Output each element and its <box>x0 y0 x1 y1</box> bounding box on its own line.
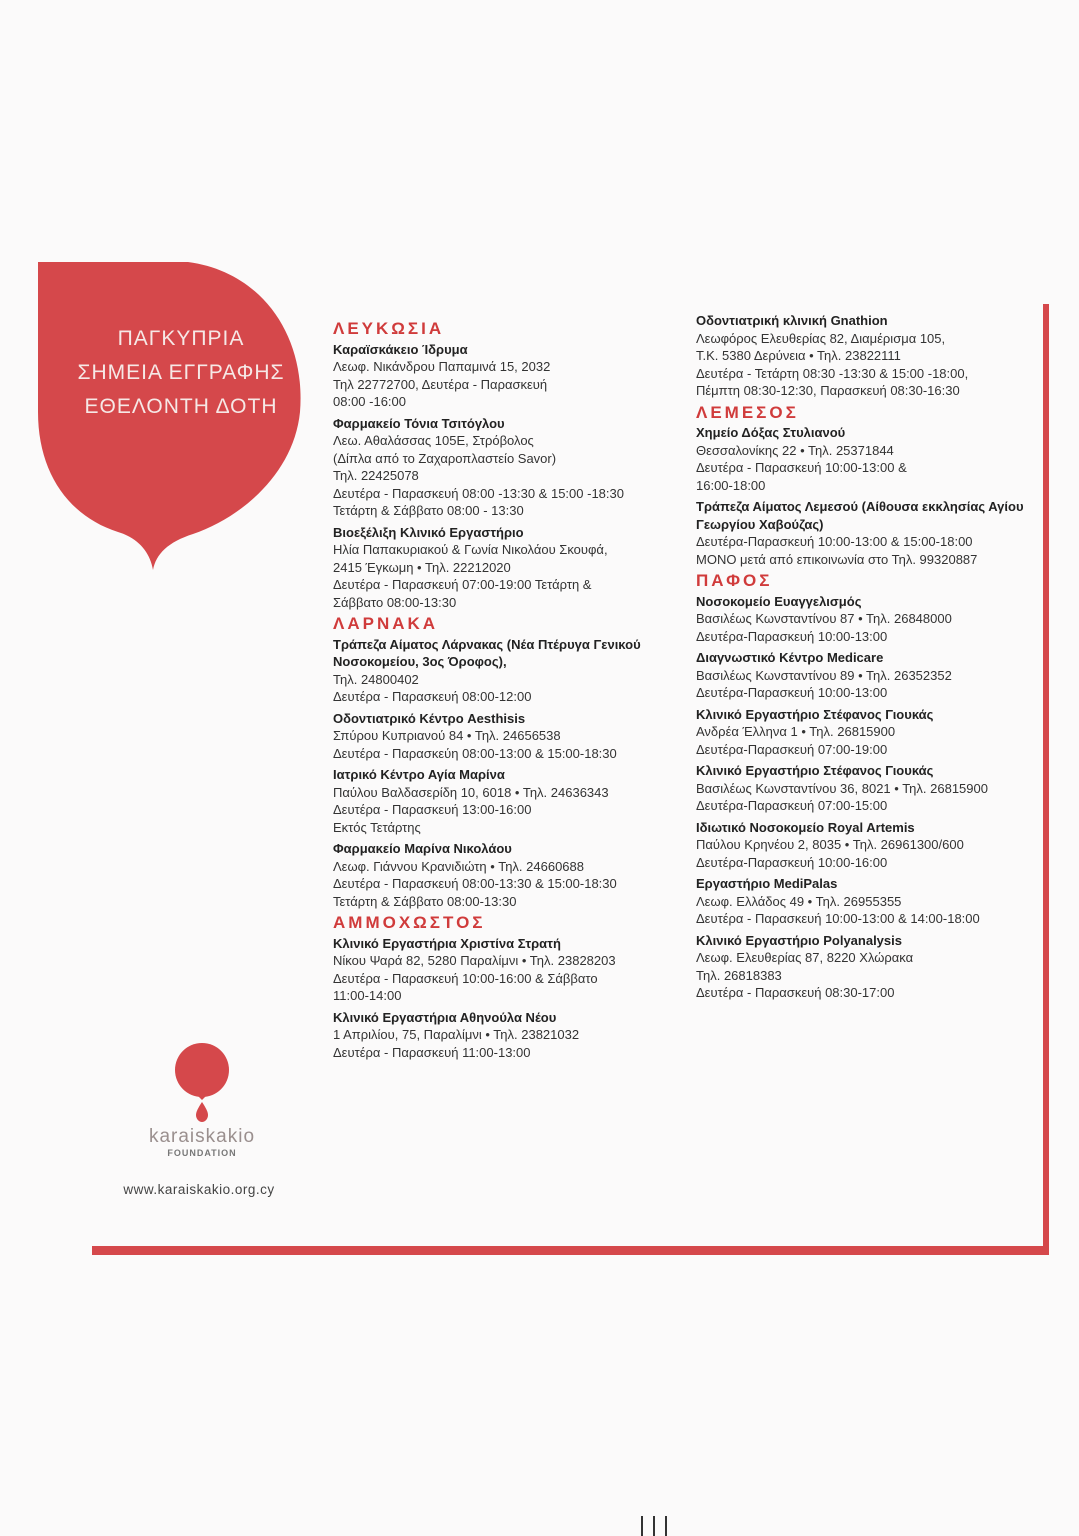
entry-line: Δευτέρα - Παρασκευή 10:00-13:00 & <box>696 460 907 475</box>
entry-line: Τετάρτη & Σάββατο 08:00 - 13:30 <box>333 503 524 518</box>
entry-line: Δευτέρα - Παρασκευή 08:00-13:30 & 15:00-18:30 <box>333 876 617 891</box>
entry-name: Κλινικό Εργαστήριο Polyanalysis <box>696 932 902 948</box>
frame-border-bottom <box>92 1246 1049 1255</box>
entry-line: Τ.Κ. 5380 Δερύνεια • Τηλ. 23822111 <box>696 348 901 363</box>
list-item <box>333 935 673 1005</box>
region-heading-limassol: ΛΕΜΕΣΟΣ <box>696 402 799 422</box>
entry-line: 2415 Έγκωμη • Τηλ. 22212020 <box>333 559 511 575</box>
entry-name: Οδοντιατρικό Κέντρο Aesthisis <box>333 710 526 726</box>
list-item <box>696 424 1036 494</box>
binder-marks <box>641 1516 671 1536</box>
entry-line: Δευτέρα-Παρασκευή 10:00-13:00 & 15:00-18:00 <box>696 534 973 549</box>
list-item <box>333 766 673 836</box>
title-line: ΕΘΕΛΟΝΤΗ ΔΟΤΗ <box>84 395 278 418</box>
region-heading-famagusta: ΑΜΜΟΧΩΣΤΟΣ <box>333 913 486 932</box>
region-heading-nicosia: ΛΕΥΚΩΣΙΑ <box>333 319 445 338</box>
entry-line: Βασιλέως Κωνσταντίνου 36, 8021 • Τηλ. 26815900 <box>696 780 988 796</box>
entry-line: Λεωφ. Ελευθερίας 87, 8220 Χλώρακα <box>696 950 914 965</box>
list-item <box>696 706 1036 759</box>
entry-line: Δευτέρα-Παρασκευή 07:00-19:00 <box>696 741 888 757</box>
entry-line: Νίκου Ψαρά 82, 5280 Παραλίμνι • Τηλ. 23828203 <box>333 953 616 968</box>
list-item <box>333 524 673 612</box>
list-item <box>333 341 673 411</box>
entry-line: Ανδρέα Έλληνα 1 • Τηλ. 26815900 <box>696 724 896 739</box>
entry-line: Τηλ. 22425078 <box>333 468 419 483</box>
entry-line: Δευτέρα - Παρασκευή 08:00-12:00 <box>333 689 532 704</box>
entry-line: Λεωφ. Γιάννου Κρανιδιώτη • Τηλ. 24660688 <box>333 858 584 874</box>
entry-name: Ιατρικό Κέντρο Αγία Μαρίνα <box>333 767 505 782</box>
entry-line: Τηλ. 24800402 <box>333 671 419 687</box>
list-item <box>696 819 1036 872</box>
entry-line: 11:00-14:00 <box>333 988 402 1003</box>
entry-line: Τηλ 22772700, Δευτέρα - Παρασκευή <box>333 376 548 392</box>
entry-line: Τηλ. 26818383 <box>696 967 782 983</box>
entry-line: Λεω. Αθαλάσσας 105Ε, Στρόβολος <box>333 433 534 448</box>
entry-line: Τετάρτη & Σάββατο 08:00-13:30 <box>333 893 517 909</box>
entry-name: Διαγνωστικό Κέντρο Medicare <box>696 650 884 665</box>
entry-line: Δευτέρα - Παρασκευή 13:00-16:00 <box>333 802 532 817</box>
list-item <box>696 932 1036 1002</box>
logo-wordmark: karaiskakio <box>148 1126 256 1147</box>
entry-line: Δευτέρα - Παρασκευή 10:00-13:00 & 14:00-18:00 <box>696 911 980 926</box>
entry-line: (Δίπλα από το Ζαχαροπλαστείο Savor) <box>333 450 557 466</box>
entry-line: Δευτέρα - Παρασκευή 08:00 -13:30 & 15:00 -18:30 <box>333 485 624 501</box>
entry-name: Εργαστήριο MediPalas <box>696 876 838 891</box>
entry-line: Δευτέρα-Παρασκευή 07:00-15:00 <box>696 798 888 813</box>
entry-name: Φαρμακείο Μαρίνα Νικολάου <box>333 841 512 856</box>
entry-line: Δευτέρα-Παρασκευή 10:00-16:00 <box>696 854 888 870</box>
entry-name: Νοσοκομείο Ευαγγελισμός <box>696 593 862 609</box>
region-heading-paphos: ΠΑΦΟΣ <box>696 571 773 590</box>
entry-name: Τράπεζα Αίματος Λάρνακας (Νέα Πτέρυγα Γενικού Νοσοκομείου, 3ος Όροφος), <box>333 636 641 669</box>
entry-name: Φαρμακείο Τόνια Τσιτόγλου <box>333 415 505 431</box>
list-item <box>333 710 673 763</box>
website-link[interactable]: www.karaiskakio.org.cy <box>123 1182 275 1197</box>
entry-line: Πέμπτη 08:30-12:30, Παρασκευή 08:30-16:30 <box>696 383 960 398</box>
entry-line: Δευτέρα-Παρασκευή 10:00-13:00 <box>696 628 888 644</box>
list-item <box>333 636 673 706</box>
entry-line: Ηλία Παπακυριακού & Γωνία Νικολάου Σκουφά, <box>333 542 608 557</box>
entry-line: Σάββατο 08:00-13:30 <box>333 594 457 610</box>
list-item <box>333 415 673 520</box>
entry-line: Δευτέρα - Τετάρτη 08:30 -13:30 & 15:00 -18:00, <box>696 365 969 381</box>
entry-name: Τράπεζα Αίματος Λεμεσού (Αίθουσα εκκλησίας Αγίου Γεωργίου Χαβούζας) <box>696 499 1024 532</box>
list-item <box>696 875 1036 928</box>
list-item <box>696 593 1036 646</box>
entry-name: Κλινικό Εργαστήριο Στέφανος Γιουκάς <box>696 763 934 778</box>
entry-name: Κλινικό Εργαστήρια Χριστίνα Στρατή <box>333 935 561 951</box>
entry-line: 08:00 -16:00 <box>333 394 407 409</box>
list-item <box>696 649 1036 702</box>
balloon-drop-icon <box>170 1040 234 1124</box>
entry-line: 16:00-18:00 <box>696 477 766 493</box>
entry-line: Παύλου Κρηνέου 2, 8035 • Τηλ. 26961300/600 <box>696 837 964 852</box>
entry-name: Καραϊσκάκειο Ίδρυμα <box>333 341 468 357</box>
title-line: ΠΑΓΚΥΠΡΙΑ <box>117 327 245 350</box>
entry-name: Κλινικό Εργαστήριο Στέφανος Γιουκάς <box>696 706 934 722</box>
entry-name: Κλινικό Εργαστήρια Αθηνούλα Νέου <box>333 1009 557 1025</box>
entry-line: Βασιλέως Κωνσταντίνου 89 • Τηλ. 26352352 <box>696 667 952 683</box>
entry-line: ΜΟΝΟ μετά από επικοινωνία στο Τηλ. 99320887 <box>696 551 978 567</box>
title-line: ΣΗΜΕΙΑ ΕΓΓΡΑΦΗΣ <box>77 361 285 384</box>
entry-line: Λεωφ. Νικάνδρου Παπαμινά 15, 2032 <box>333 359 551 374</box>
logo-subtitle: FOUNDATION <box>167 1148 237 1158</box>
entry-line: Λεωφ. Ελλάδος 49 • Τηλ. 26955355 <box>696 893 902 909</box>
entry-line: Θεσσαλονίκης 22 • Τηλ. 25371844 <box>696 442 894 458</box>
list-item <box>333 1009 673 1062</box>
entry-line: Δευτέρα - Παρασκευή 08:30-17:00 <box>696 985 895 1000</box>
listing-column-left <box>333 316 673 1065</box>
list-item <box>333 840 673 910</box>
entry-line: Δευτέρα-Παρασκευή 10:00-13:00 <box>696 685 888 700</box>
entry-line: Δευτέρα - Παρασκευή 07:00-19:00 Τετάρτη & <box>333 577 592 592</box>
entry-name: Χημείο Δόξας Στυλιανού <box>696 425 846 440</box>
entry-line: Λεωφόρος Ελευθερίας 82, Διαμέρισμα 105, <box>696 330 946 346</box>
entry-line: Δευτέρα - Παρασκεύη 08:00-13:00 & 15:00-18:30 <box>333 745 617 761</box>
frame-border-right <box>1043 304 1049 1252</box>
entry-name: Ιδιωτικό Νοσοκομείο Royal Artemis <box>696 819 915 835</box>
entry-line: 1 Απριλίου, 75, Παραλίμνι • Τηλ. 23821032 <box>333 1027 580 1042</box>
entry-name: Οδοντιατρική κλινική Gnathion <box>696 313 888 328</box>
entry-line: Παύλου Βαλδασερίδη 10, 6018 • Τηλ. 24636343 <box>333 784 609 800</box>
entry-line: Δευτέρα - Παρασκευή 11:00-13:00 <box>333 1044 531 1060</box>
list-item <box>696 498 1036 568</box>
region-heading-larnaca: ΛΑΡΝΑΚΑ <box>333 614 439 633</box>
entry-line: Βασιλέως Κωνσταντίνου 87 • Τηλ. 26848000 <box>696 611 952 626</box>
entry-line: Εκτός Τετάρτης <box>333 819 421 835</box>
entry-line: Δευτέρα - Παρασκευή 10:00-16:00 & Σάββατο <box>333 970 598 986</box>
list-item <box>696 762 1036 815</box>
entry-name: Βιοεξέλιξη Κλινικό Εργαστήριο <box>333 524 524 540</box>
listing-column-right <box>696 312 1036 1006</box>
page-title <box>66 322 296 424</box>
list-item <box>696 312 1036 400</box>
entry-line: Σπύρου Κυπριανού 84 • Τηλ. 24656538 <box>333 728 561 743</box>
